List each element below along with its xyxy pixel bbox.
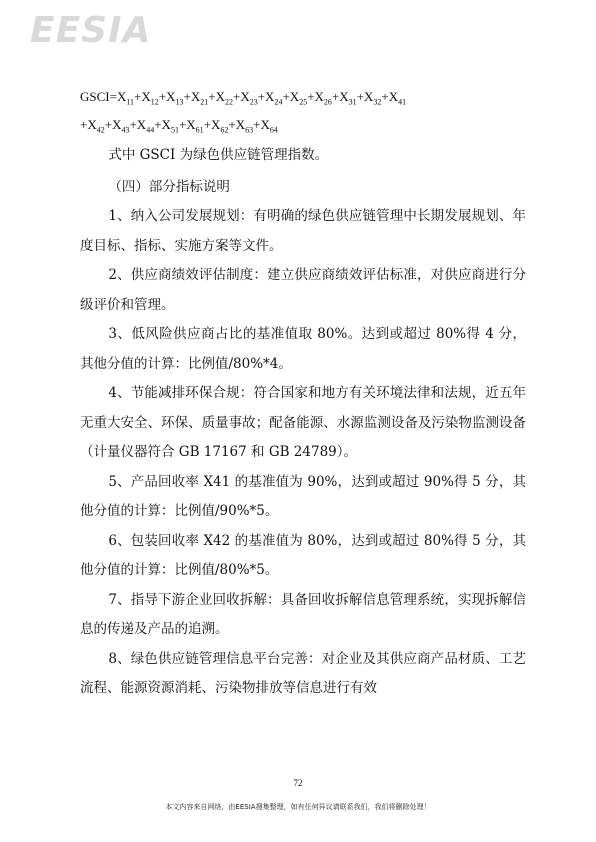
eesia-logo: EESIA [30,10,152,51]
paragraph-5: 5、产品回收率 X41 的基准值为 90%，达到或超过 90%得 5 分，其他分值的计算：比例值/90%*5。 [80,473,526,520]
paragraph-3: 3、低风险供应商占比的基准值取 80%。达到或超过 80%得 4 分，其他分值的计算：比例值/80%*4。 [80,326,526,372]
gsci-formula [80,86,526,141]
paragraph-1: 1、纳入公司发展规划：有明确的绿色供应链管理中长期发展规划、年度目标、指标、实施方案等文件。 [80,208,526,254]
page-number: 72 [293,778,303,788]
paragraph-2: 2、供应商绩效评估制度：建立供应商绩效评估标准，对供应商进行分级评价和管理。 [80,267,526,313]
paragraph-6: 6、包装回收率 X42 的基准值为 80%，达到或超过 80%得 5 分，其他分值的计算：比例值/80%*5。 [80,532,526,579]
section-heading: （四）部分指标说明 [108,178,230,195]
paragraph-7: 7、指导下游企业回收拆解：具备回收拆解信息管理系统，实现拆解信息的传递及产品的追溯。 [80,591,526,638]
formula-line-2: $+X_{42}+X_{43}+X_{44}+X_{51}+X_{61}+X_{62}+X_{63}+X_{64}$ [80,116,278,135]
paragraph-4: 4、节能减排环保合规：符合国家和地方有关环境法律和法规，近五年无重大安全、环保、质量事故；配备能源、水源监测设备及污染物监测设备（计量仪器符合 GB 17167 和 GB 24789）。 [80,385,526,461]
formula-explanation: 式中 GSCI 为绿色供应链管理指数。 [108,147,329,164]
paragraph-8: 8、绿色供应链管理信息平台完善：对企业及其供应商产品材质、工艺流程、能源资源消耗、污染物排放等信息进行有效 [80,650,526,697]
formula-line-1: $GSCI=X_{11}+X_{12}+X_{13}+X_{21}+X_{22}+X_{23}+X_{24}+X_{25}+X_{26}+X_{31}+X_{32}+X_{41}$ [80,89,407,107]
footer-disclaimer: 本文内容来自网络，由EESIA搜集整理，如有任何异议请联系我们，我们将删除处理！ [165,803,431,811]
document-body [80,86,526,704]
